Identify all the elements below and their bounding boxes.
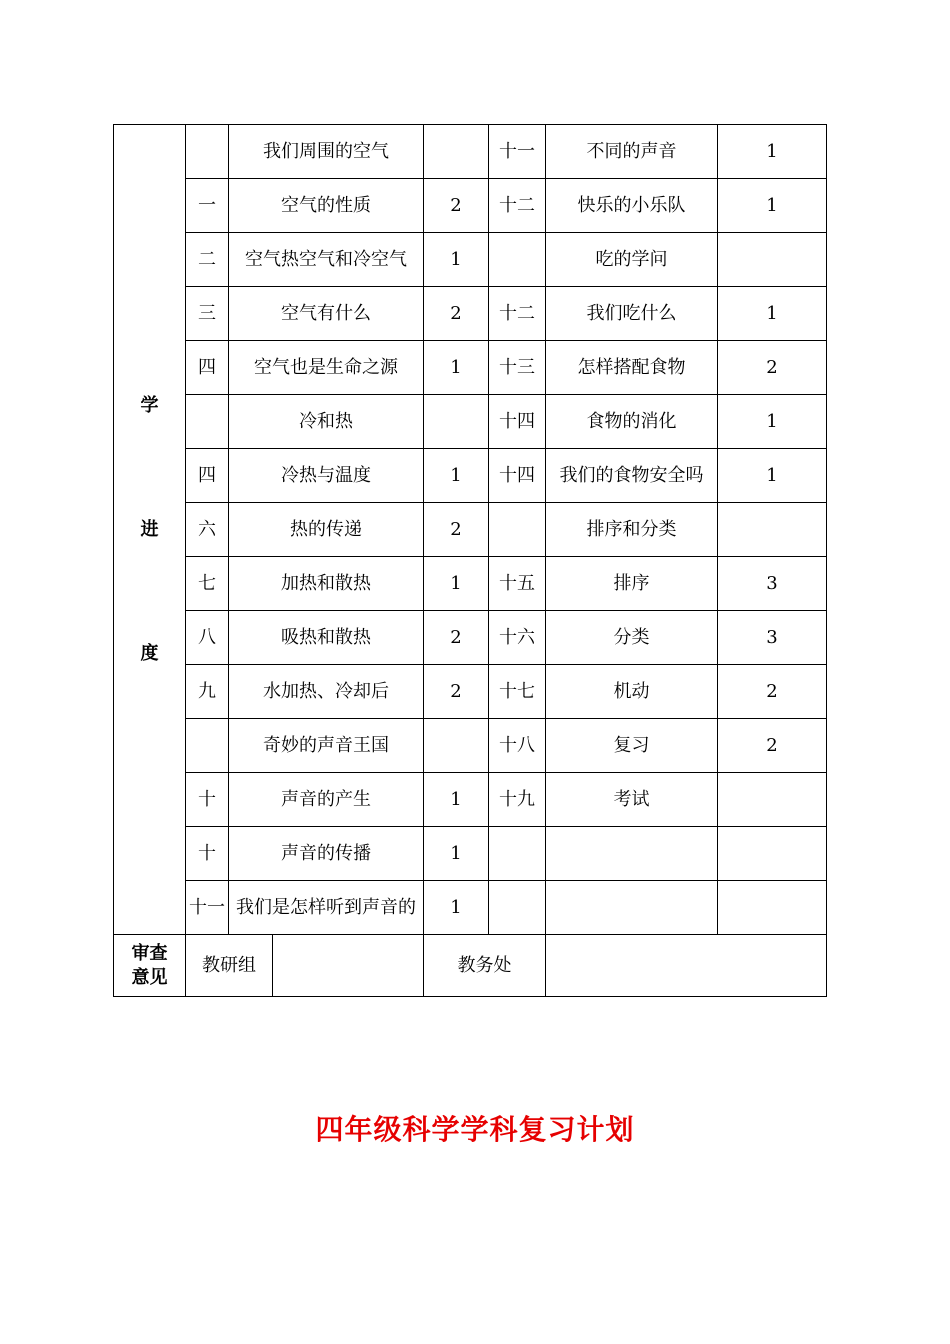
lesson-number-left: 四 [186, 341, 229, 395]
lesson-hours-right: 1 [718, 179, 827, 233]
lesson-hours-right [718, 773, 827, 827]
lesson-hours-right: 2 [718, 341, 827, 395]
table-row [114, 395, 827, 449]
review-label: 审查 意见 [114, 935, 186, 997]
lesson-title-left: 我们是怎样听到声音的 [229, 881, 424, 935]
lesson-number-left: 三 [186, 287, 229, 341]
lesson-hours-right: 1 [718, 287, 827, 341]
lesson-hours-right [718, 881, 827, 935]
lesson-hours-left: 1 [424, 827, 489, 881]
table-row [114, 179, 827, 233]
table-row [114, 773, 827, 827]
lesson-title-left: 空气的性质 [229, 179, 424, 233]
lesson-hours-right: 1 [718, 125, 827, 179]
teaching-group-opinion[interactable] [273, 935, 424, 997]
table-row [114, 611, 827, 665]
lesson-number-left: 十 [186, 773, 229, 827]
lesson-hours-right: 2 [718, 665, 827, 719]
lesson-number-right: 十一 [489, 125, 546, 179]
lesson-hours-left: 1 [424, 449, 489, 503]
lesson-hours-right: 2 [718, 719, 827, 773]
lesson-number-right: 十八 [489, 719, 546, 773]
lesson-number-right: 十四 [489, 395, 546, 449]
lesson-title-left: 空气也是生命之源 [229, 341, 424, 395]
lesson-number-left [186, 395, 229, 449]
lesson-hours-left: 1 [424, 881, 489, 935]
lesson-hours-left: 2 [424, 611, 489, 665]
lesson-hours-left: 1 [424, 557, 489, 611]
lesson-title-right: 分类 [546, 611, 718, 665]
lesson-title-right: 机动 [546, 665, 718, 719]
lesson-number-right: 十二 [489, 287, 546, 341]
lesson-title-right: 不同的声音 [546, 125, 718, 179]
lesson-title-right: 吃的学问 [546, 233, 718, 287]
lesson-title-left: 我们周围的空气 [229, 125, 424, 179]
lesson-number-right: 十九 [489, 773, 546, 827]
lesson-number-right: 十六 [489, 611, 546, 665]
table-row [114, 665, 827, 719]
lesson-number-left [186, 719, 229, 773]
table-row [114, 719, 827, 773]
lesson-hours-right [718, 827, 827, 881]
lesson-number-right: 十四 [489, 449, 546, 503]
lesson-number-right: 十三 [489, 341, 546, 395]
table-row [114, 881, 827, 935]
lesson-number-left: 八 [186, 611, 229, 665]
lesson-title-left: 吸热和散热 [229, 611, 424, 665]
lesson-hours-left [424, 719, 489, 773]
lesson-number-right: 十二 [489, 179, 546, 233]
lesson-title-right: 排序和分类 [546, 503, 718, 557]
lesson-title-right: 复习 [546, 719, 718, 773]
lesson-hours-left: 2 [424, 503, 489, 557]
page-title: 四年级科学学科复习计划 [315, 1113, 635, 1146]
lesson-number-right: 十七 [489, 665, 546, 719]
lesson-hours-left: 1 [424, 773, 489, 827]
lesson-hours-left [424, 395, 489, 449]
side-label-char: 度 [140, 642, 159, 664]
progress-side-label [114, 125, 186, 935]
lesson-title-left: 热的传递 [229, 503, 424, 557]
lesson-title-left: 声音的传播 [229, 827, 424, 881]
lesson-hours-right [718, 503, 827, 557]
lesson-number-right [489, 233, 546, 287]
lesson-title-left: 奇妙的声音王国 [229, 719, 424, 773]
lesson-number-left: 七 [186, 557, 229, 611]
teaching-group-label: 教研组 [186, 935, 273, 997]
lesson-number-right: 十五 [489, 557, 546, 611]
lesson-title-left: 冷热与温度 [229, 449, 424, 503]
lesson-title-right: 怎样搭配食物 [546, 341, 718, 395]
lesson-title-left: 水加热、冷却后 [229, 665, 424, 719]
lesson-number-right [489, 881, 546, 935]
lesson-hours-left: 1 [424, 233, 489, 287]
academic-office-label: 教务处 [424, 935, 546, 997]
lesson-hours-right: 1 [718, 395, 827, 449]
lesson-title-right [546, 881, 718, 935]
lesson-title-left: 冷和热 [229, 395, 424, 449]
lesson-hours-right: 3 [718, 611, 827, 665]
lesson-number-left: 六 [186, 503, 229, 557]
side-label-char: 学 [140, 394, 159, 416]
lesson-number-right [489, 827, 546, 881]
lesson-hours-right: 1 [718, 449, 827, 503]
review-row [114, 935, 827, 997]
lesson-number-left: 九 [186, 665, 229, 719]
lesson-number-right [489, 503, 546, 557]
table-row [114, 503, 827, 557]
lesson-hours-left: 2 [424, 179, 489, 233]
table-row [114, 233, 827, 287]
lesson-title-right: 我们吃什么 [546, 287, 718, 341]
lesson-title-right: 我们的食物安全吗 [546, 449, 718, 503]
schedule-table [113, 124, 827, 997]
table-row [114, 125, 827, 179]
lesson-hours-left [424, 125, 489, 179]
lesson-hours-left: 2 [424, 287, 489, 341]
lesson-title-right [546, 827, 718, 881]
lesson-title-right: 快乐的小乐队 [546, 179, 718, 233]
lesson-title-right: 排序 [546, 557, 718, 611]
lesson-hours-right: 3 [718, 557, 827, 611]
lesson-title-left: 空气有什么 [229, 287, 424, 341]
lesson-title-right: 食物的消化 [546, 395, 718, 449]
lesson-hours-left: 1 [424, 341, 489, 395]
lesson-number-left: 十一 [186, 881, 229, 935]
lesson-title-left: 加热和散热 [229, 557, 424, 611]
lesson-number-left: 一 [186, 179, 229, 233]
lesson-hours-right [718, 233, 827, 287]
table-row [114, 827, 827, 881]
lesson-number-left: 二 [186, 233, 229, 287]
lesson-hours-left: 2 [424, 665, 489, 719]
lesson-title-left: 声音的产生 [229, 773, 424, 827]
lesson-title-left: 空气热空气和冷空气 [229, 233, 424, 287]
academic-office-opinion[interactable] [546, 935, 827, 997]
lesson-title-right: 考试 [546, 773, 718, 827]
table-row [114, 449, 827, 503]
table-row [114, 287, 827, 341]
lesson-number-left: 十 [186, 827, 229, 881]
table-row [114, 557, 827, 611]
lesson-number-left [186, 125, 229, 179]
side-label-char: 进 [140, 518, 159, 540]
table-row [114, 341, 827, 395]
lesson-number-left: 四 [186, 449, 229, 503]
